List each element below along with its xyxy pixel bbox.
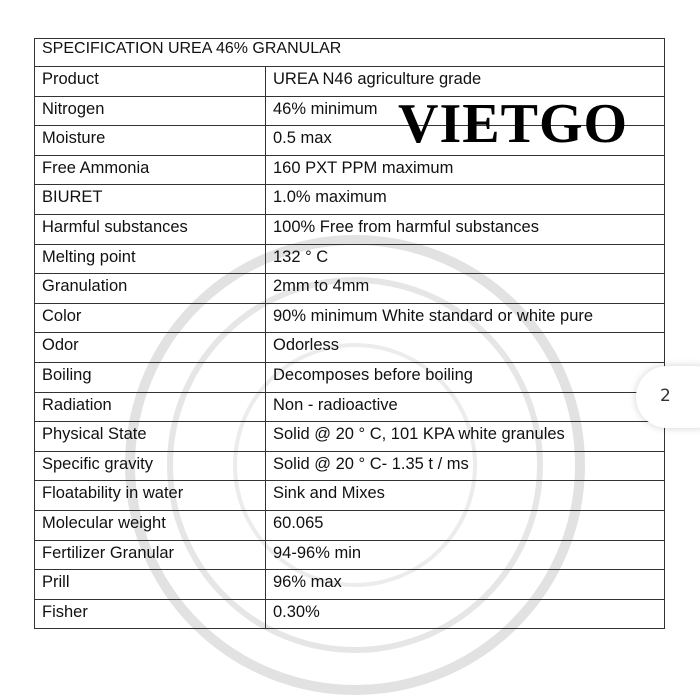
table-title: SPECIFICATION UREA 46% GRANULAR xyxy=(35,39,665,67)
table-row xyxy=(35,274,665,304)
value-cell: 94-96% min xyxy=(266,540,665,570)
property-cell: Specific gravity xyxy=(35,451,266,481)
property-cell: Harmful substances xyxy=(35,214,266,244)
property-cell: Radiation xyxy=(35,392,266,422)
value-cell: Solid @ 20 ° C, 101 KPA white granules xyxy=(266,422,665,452)
value-cell: 1.0% maximum xyxy=(266,185,665,215)
property-cell: Moisture xyxy=(35,126,266,156)
value-cell: 60.065 xyxy=(266,510,665,540)
table-row xyxy=(35,362,665,392)
vietgo-logo: VIETGO xyxy=(398,93,629,155)
value-cell: 90% minimum White standard or white pure xyxy=(266,303,665,333)
table-row xyxy=(35,570,665,600)
property-cell: Physical State xyxy=(35,422,266,452)
table-row xyxy=(35,303,665,333)
property-cell: Fertilizer Granular xyxy=(35,540,266,570)
property-cell: Free Ammonia xyxy=(35,155,266,185)
value-cell: Decomposes before boiling xyxy=(266,362,665,392)
value-cell: Sink and Mixes xyxy=(266,481,665,511)
table-row xyxy=(35,422,665,452)
value-cell: Odorless xyxy=(266,333,665,363)
property-cell: Color xyxy=(35,303,266,333)
page-number-label: 2 xyxy=(660,386,671,406)
table-row xyxy=(35,510,665,540)
value-cell: 46% minimum xyxy=(266,96,665,126)
page-number-tab[interactable] xyxy=(636,366,700,428)
value-cell: 0.5 max xyxy=(266,126,665,156)
property-cell: Molecular weight xyxy=(35,510,266,540)
property-cell: Melting point xyxy=(35,244,266,274)
property-cell: Odor xyxy=(35,333,266,363)
table-row xyxy=(35,599,665,629)
table-row xyxy=(35,392,665,422)
table-row xyxy=(35,540,665,570)
property-cell: BIURET xyxy=(35,185,266,215)
value-cell: Solid @ 20 ° C- 1.35 t / ms xyxy=(266,451,665,481)
value-cell: 132 ° C xyxy=(266,244,665,274)
property-cell: Granulation xyxy=(35,274,266,304)
table-row xyxy=(35,244,665,274)
table-row xyxy=(35,451,665,481)
value-cell: 160 PXT PPM maximum xyxy=(266,155,665,185)
value-cell: 100% Free from harmful substances xyxy=(266,214,665,244)
property-cell: Boiling xyxy=(35,362,266,392)
value-cell: 0.30% xyxy=(266,599,665,629)
value-cell: 96% max xyxy=(266,570,665,600)
table-row xyxy=(35,185,665,215)
property-cell: Product xyxy=(35,67,266,97)
table-title-row xyxy=(35,39,665,67)
table-row xyxy=(35,333,665,363)
table-row xyxy=(35,481,665,511)
property-cell: Fisher xyxy=(35,599,266,629)
table-row xyxy=(35,214,665,244)
value-cell: UREA N46 agriculture grade xyxy=(266,67,665,97)
table-row xyxy=(35,67,665,97)
value-cell: 2mm to 4mm xyxy=(266,274,665,304)
table-row xyxy=(35,155,665,185)
value-cell: Non - radioactive xyxy=(266,392,665,422)
property-cell: Prill xyxy=(35,570,266,600)
property-cell: Nitrogen xyxy=(35,96,266,126)
property-cell: Floatability in water xyxy=(35,481,266,511)
